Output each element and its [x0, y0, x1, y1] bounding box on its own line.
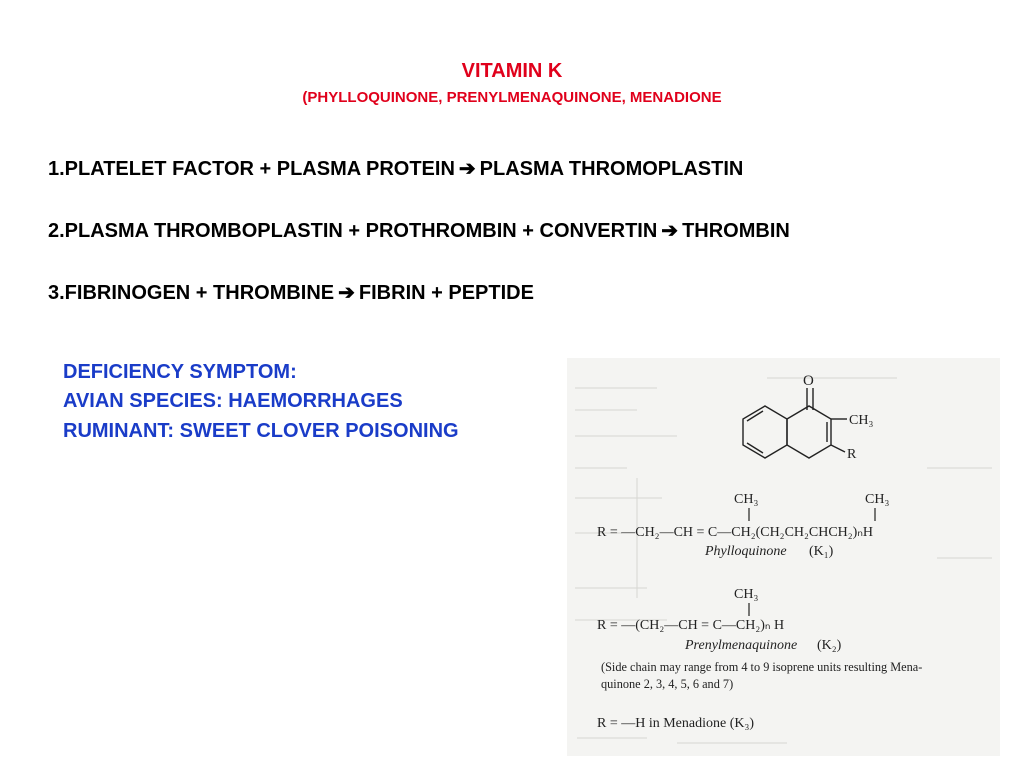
phylloquinone-formula: R = —CH₂—CH = C—CH₂(CH₂CH₂CHCH₂)ₙH [597, 525, 874, 540]
equation-2-right: THROMBIN [682, 220, 790, 242]
right-arrow-icon: ➔ [458, 158, 476, 180]
equation-1-right: PLASMA THROMOPLASTIN [479, 158, 744, 180]
right-arrow-icon: ➔ [661, 220, 679, 242]
deficiency-avian: AVIAN SPECIES: HAEMORRHAGES [63, 390, 403, 412]
equation-1 [48, 156, 743, 181]
prenylmenaquinone-name: Prenylmenaquinone [685, 638, 798, 653]
right-arrow-icon: ➔ [338, 282, 355, 304]
page-subtitle: (PHYLLOQUINONE, PRENYLMENAQUINONE, MENADIONE [302, 89, 722, 106]
side-chain-note-2: quinone 2, 3, 4, 5, 6 and 7) [601, 677, 734, 691]
prenylmenaquinone-tag: (K₂) [817, 638, 842, 653]
oxygen-label: O [803, 373, 814, 389]
structure-diagram [567, 358, 1000, 756]
equation-3-right: FIBRIN + PEPTIDE [358, 282, 534, 304]
naphthoquinone-ring [743, 388, 847, 458]
deficiency-heading: DEFICIENCY SYMPTOM: [63, 361, 297, 383]
phyllo-ch3-b: CH₃ [865, 492, 890, 507]
equation-2-left: 2.PLASMA THROMBOPLASTIN + PROTHROMBIN + CONVERTIN [48, 220, 658, 242]
phyllo-ch3-a: CH₃ [734, 492, 759, 507]
equation-3 [48, 280, 534, 305]
phylloquinone-name: Phylloquinone [705, 544, 787, 559]
methyl-label: CH₃ [849, 413, 874, 428]
preny-ch3: CH₃ [734, 587, 759, 602]
page-title: VITAMIN K [461, 60, 563, 82]
phylloquinone-tag: (K₁) [809, 544, 834, 559]
r-group-label: R [847, 447, 857, 462]
equation-1-left: 1.PLATELET FACTOR + PLASMA PROTEIN [48, 158, 455, 180]
menadione-formula: R = —H in Menadione (K₃) [597, 716, 755, 731]
vitamin-k-structure-figure [567, 358, 1000, 756]
deficiency-ruminant: RUMINANT: SWEET CLOVER POISONING [63, 420, 459, 442]
equation-2 [48, 218, 790, 243]
equation-3-left: 3.FIBRINOGEN + THROMBINE [48, 282, 335, 304]
prenylmenaquinone-formula: R = —(CH₂—CH = C—CH₂)ₙ H [597, 618, 785, 633]
side-chain-note-1: (Side chain may range from 4 to 9 isoprene units resulting Mena- [601, 660, 923, 674]
